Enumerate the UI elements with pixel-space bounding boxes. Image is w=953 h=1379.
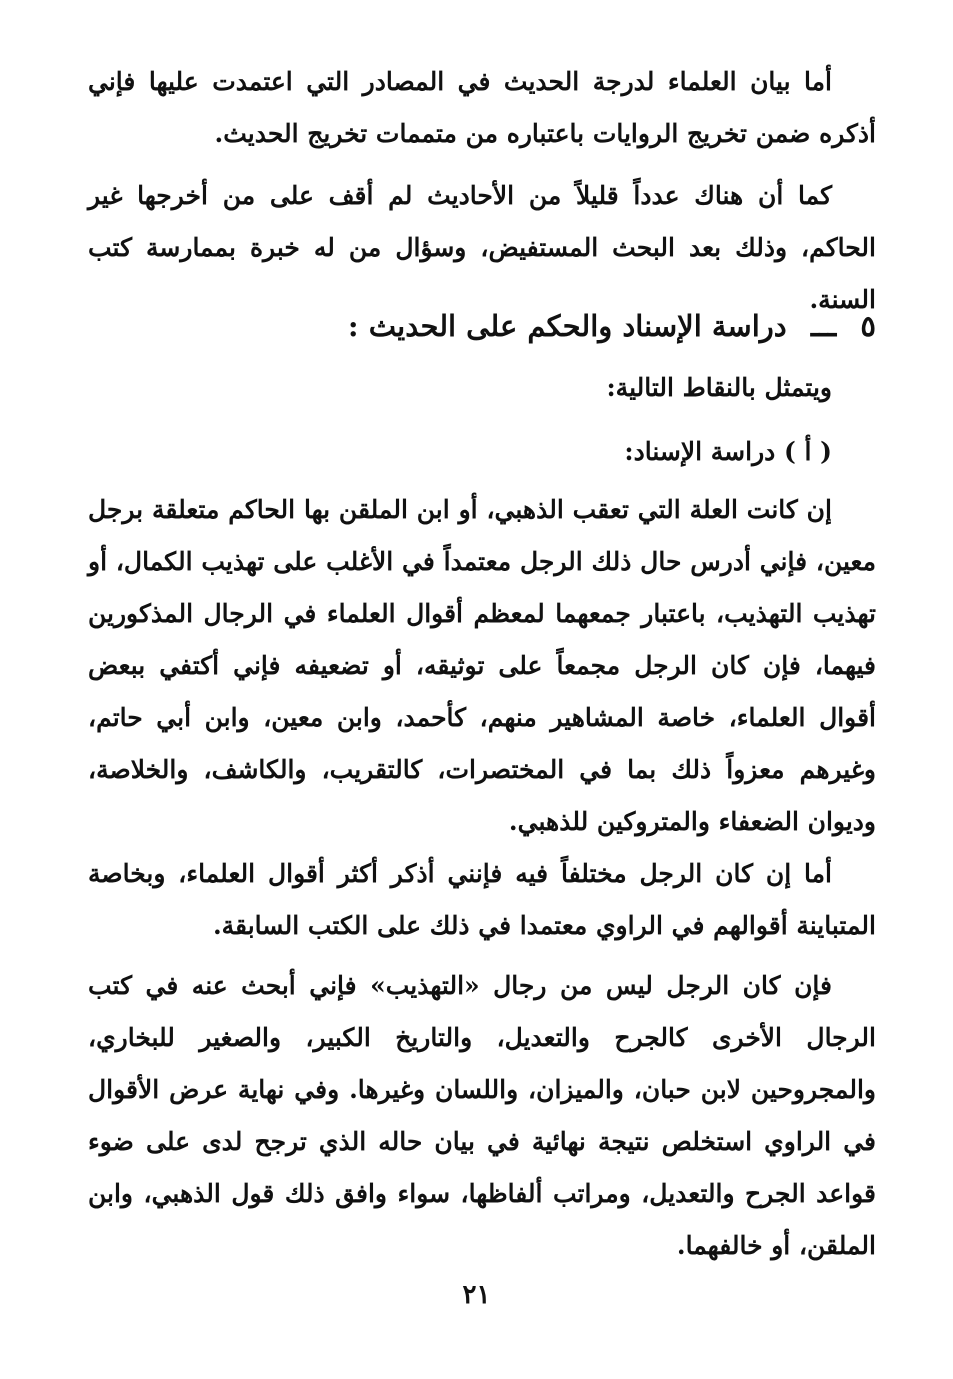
section-number: ٥ — [860, 309, 876, 343]
paragraph-disputed-narrator: أما إن كان الرجل مختلفاً فيه فإنني أذكر أكثر أقوال العلماء، وبخاصة المتباينة أقوالهم في الراوي معتمدا في ذلك على الكتب السابقة. — [88, 859, 876, 940]
section-title: دراسة الإسناد والحكم على الحديث : — [347, 309, 787, 343]
page-number: ٢١ — [462, 1280, 491, 1310]
subheading-isnad-study: ( أ ) دراسة الإسناد: — [624, 437, 832, 466]
paragraph-grading-sources: أما بيان العلماء لدرجة الحديث في المصادر التي اعتمدت عليها فإني أذكره ضمن تخريج الروايات باعتباره من متممات تخريج الحديث. — [88, 67, 876, 148]
section-heading — [88, 300, 876, 352]
section-dash: ـــ — [810, 309, 837, 343]
section-intro: ويتمثل بالنقاط التالية: — [606, 373, 832, 402]
paragraph-few-hadiths: كما أن هناك عدداً قليلاً من الأحاديث لم أقف على من أخرجها غير الحاكم، وذلك بعد البحث المستفيض، وسؤال من له خبرة بممارسة كتب السنة. — [88, 181, 876, 314]
paragraph-other-books: فإن كان الرجل ليس من رجال «التهذيب» فإني أبحث عنه في كتب الرجال الأخرى كالجرح والتعديل، والتاريخ الكبير، والصغير للبخاري، والمجروحين لابن حبان، والميزان، واللسان وغيرها. وفي نهاية عرض الأقوال في الراوي استخلص نتيجة نهائية في بيان حاله الذي ترجح لدى على ضوء قواعد الجرح والتعديل، ومراتب ألفاظها، سواء وافق ذلك قول الذهبي، وابن الملقن، أو خالفهما. — [88, 971, 876, 1260]
paragraph-narrator-study: إن كانت العلة التي تعقب الذهبي، أو ابن الملقن بها الحاكم متعلقة برجل معين، فإني أدرس حال ذلك الرجل معتمداً في الأغلب على تهذيب الكمال، أو تهذيب التهذيب، باعتبار جمعهما لمعظم أقوال العلماء في الرجال المذكورين فيهما، فإن كان الرجل مجمعاً على توثيقه، أو تضعيفه فإني أكتفي ببعض أقوال العلماء، خاصة المشاهير منهم، كأحمد، وابن معين، وابن أبي حاتم، وغيرهم معزواً ذلك بما في المختصرات، كالتقريب، والكاشف، والخلاصة، وديوان الضعفاء والمتروكين للذهبي. — [88, 495, 876, 836]
